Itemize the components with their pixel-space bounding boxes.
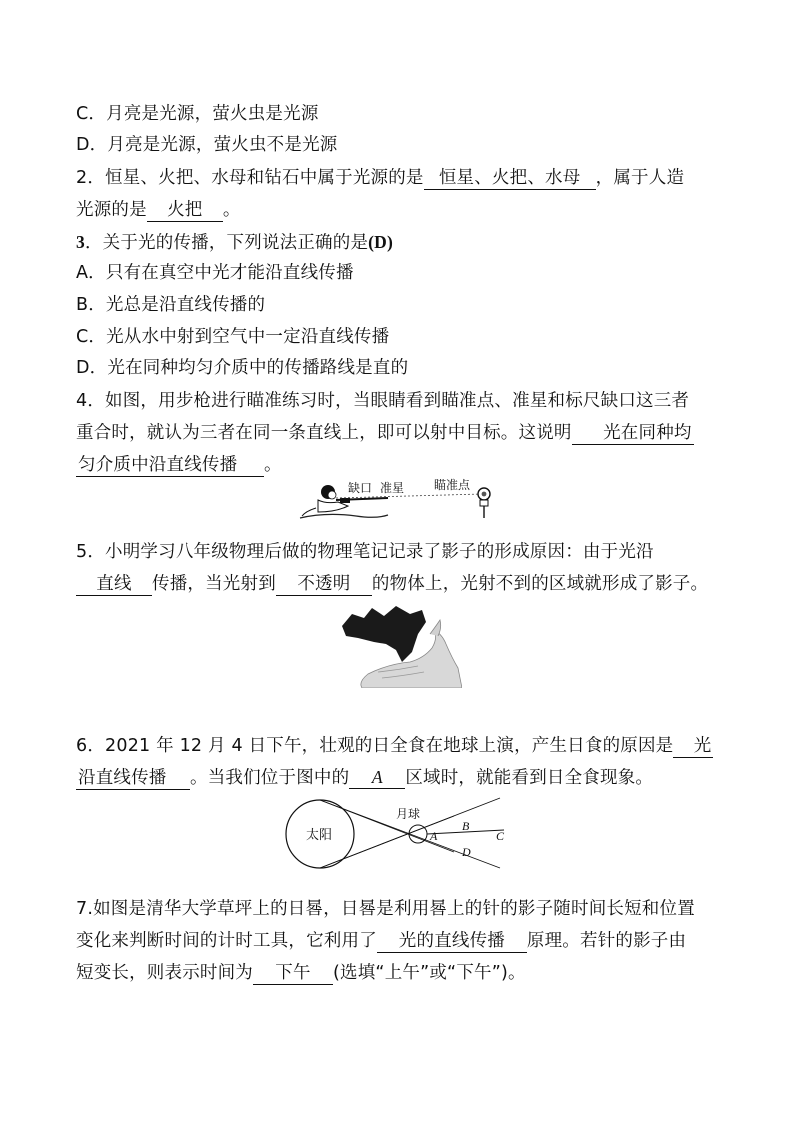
q3-number: 3 — [76, 232, 85, 252]
solar-eclipse-figure — [284, 794, 512, 874]
label-aim-point: 瞄准点 — [434, 478, 471, 492]
q5-line-2 — [76, 569, 726, 599]
label-region-c: C — [496, 829, 505, 843]
label-notch: 缺口 — [348, 481, 373, 495]
q7-answer-2: 下午 — [253, 962, 333, 985]
q3-option-d: D．光在同种均匀介质中的传播路线是直的 — [76, 358, 409, 378]
q6-line-1 — [76, 731, 726, 761]
q7-text: 短变长，则表示时间为 — [76, 963, 253, 983]
q5-text: 传播，当光射到 — [152, 574, 276, 594]
q3-stem-text: ．关于光的传播，下列说法正确的是 — [84, 233, 369, 253]
q6-line-2 — [76, 763, 726, 793]
q5-text: 的物体上，光射不到的区域就形成了影子。 — [371, 574, 709, 594]
q2-text: 2．恒星、火把、水母和钻石中属于光源的是 — [76, 168, 424, 188]
q7-line-1: 7.如图是清华大学草坪上的日晷，日晷是利用晷上的针的影子随时间长短和位置 — [76, 899, 695, 919]
q3-option-c: C．光从水中射到空气中一定沿直线传播 — [76, 327, 390, 347]
label-sun: 太阳 — [306, 827, 333, 842]
label-front-sight: 准星 — [380, 481, 405, 495]
q2-answer-2: 火把 — [147, 199, 223, 222]
q4-text: 。 — [264, 455, 282, 475]
q1-option-c: C．月亮是光源，萤火虫是光源 — [76, 104, 319, 124]
label-region-b: B — [462, 819, 470, 833]
q4-text: 重合时，就认为三者在同一条直线上，即可以射中目标。这说明 — [76, 423, 572, 443]
q7-text: 变化来判断时间的计时工具，它利用了 — [76, 931, 377, 951]
q4-line-1: 4．如图，用步枪进行瞄准练习时，当眼睛看到瞄准点、准星和标尺缺口这三者 — [76, 391, 690, 411]
q7-text: 原理。若针的影子由 — [526, 931, 687, 951]
q7-answer-1: 光的直线传播 — [377, 930, 527, 953]
q5-line-1: 5．小明学习八年级物理后做的物理笔记记录了影子的形成原因：由于光沿 — [76, 542, 654, 562]
q1-option-d: D．月亮是光源，萤火虫不是光源 — [76, 135, 338, 155]
q4-answer-part-2: 匀介质中沿直线传播 — [76, 454, 264, 477]
label-region-a: A — [430, 829, 438, 843]
q6-answer-2: A — [349, 766, 405, 789]
q2-text: 。 — [222, 200, 241, 220]
q2-answer-1: 恒星、火把、水母 — [424, 167, 596, 190]
q2-line-2 — [76, 195, 726, 225]
q3-option-a: A．只有在真空中光才能沿直线传播 — [76, 263, 354, 283]
q4-answer-part-1: 光在同种均 — [572, 422, 694, 445]
q4-line-3 — [76, 450, 726, 480]
q5-answer-1: 直线 — [76, 573, 152, 596]
hand-shadow-figure — [338, 604, 462, 688]
q3-stem — [76, 227, 726, 257]
q6-text: 6．2021 年 12 月 4 日下午，壮观的日全食在地球上演，产生日食的原因是 — [76, 736, 674, 756]
q2-text: 光源的是 — [76, 200, 147, 220]
q3-answer: (D) — [368, 232, 394, 252]
q2-line-1 — [76, 163, 726, 193]
q6-answer-part-1: 光 — [673, 735, 713, 758]
q4-line-2 — [76, 418, 726, 448]
label-region-d: D — [462, 845, 471, 859]
q5-answer-2: 不透明 — [276, 573, 372, 596]
q6-text: 区域时，就能看到日全食现象。 — [405, 768, 654, 788]
q3-option-b: B．光总是沿直线传播的 — [76, 295, 266, 315]
rifle-aiming-figure — [296, 478, 502, 526]
label-moon: 月球 — [396, 807, 421, 821]
q7-text: (选填“上午”或“下午”)。 — [333, 963, 526, 983]
q6-answer-part-2: 沿直线传播 — [76, 767, 190, 790]
q7-line-2 — [76, 926, 726, 956]
q2-text: ，属于人造 — [595, 168, 685, 188]
q7-line-3 — [76, 958, 726, 988]
q6-text: 。当我们位于图中的 — [190, 768, 350, 788]
